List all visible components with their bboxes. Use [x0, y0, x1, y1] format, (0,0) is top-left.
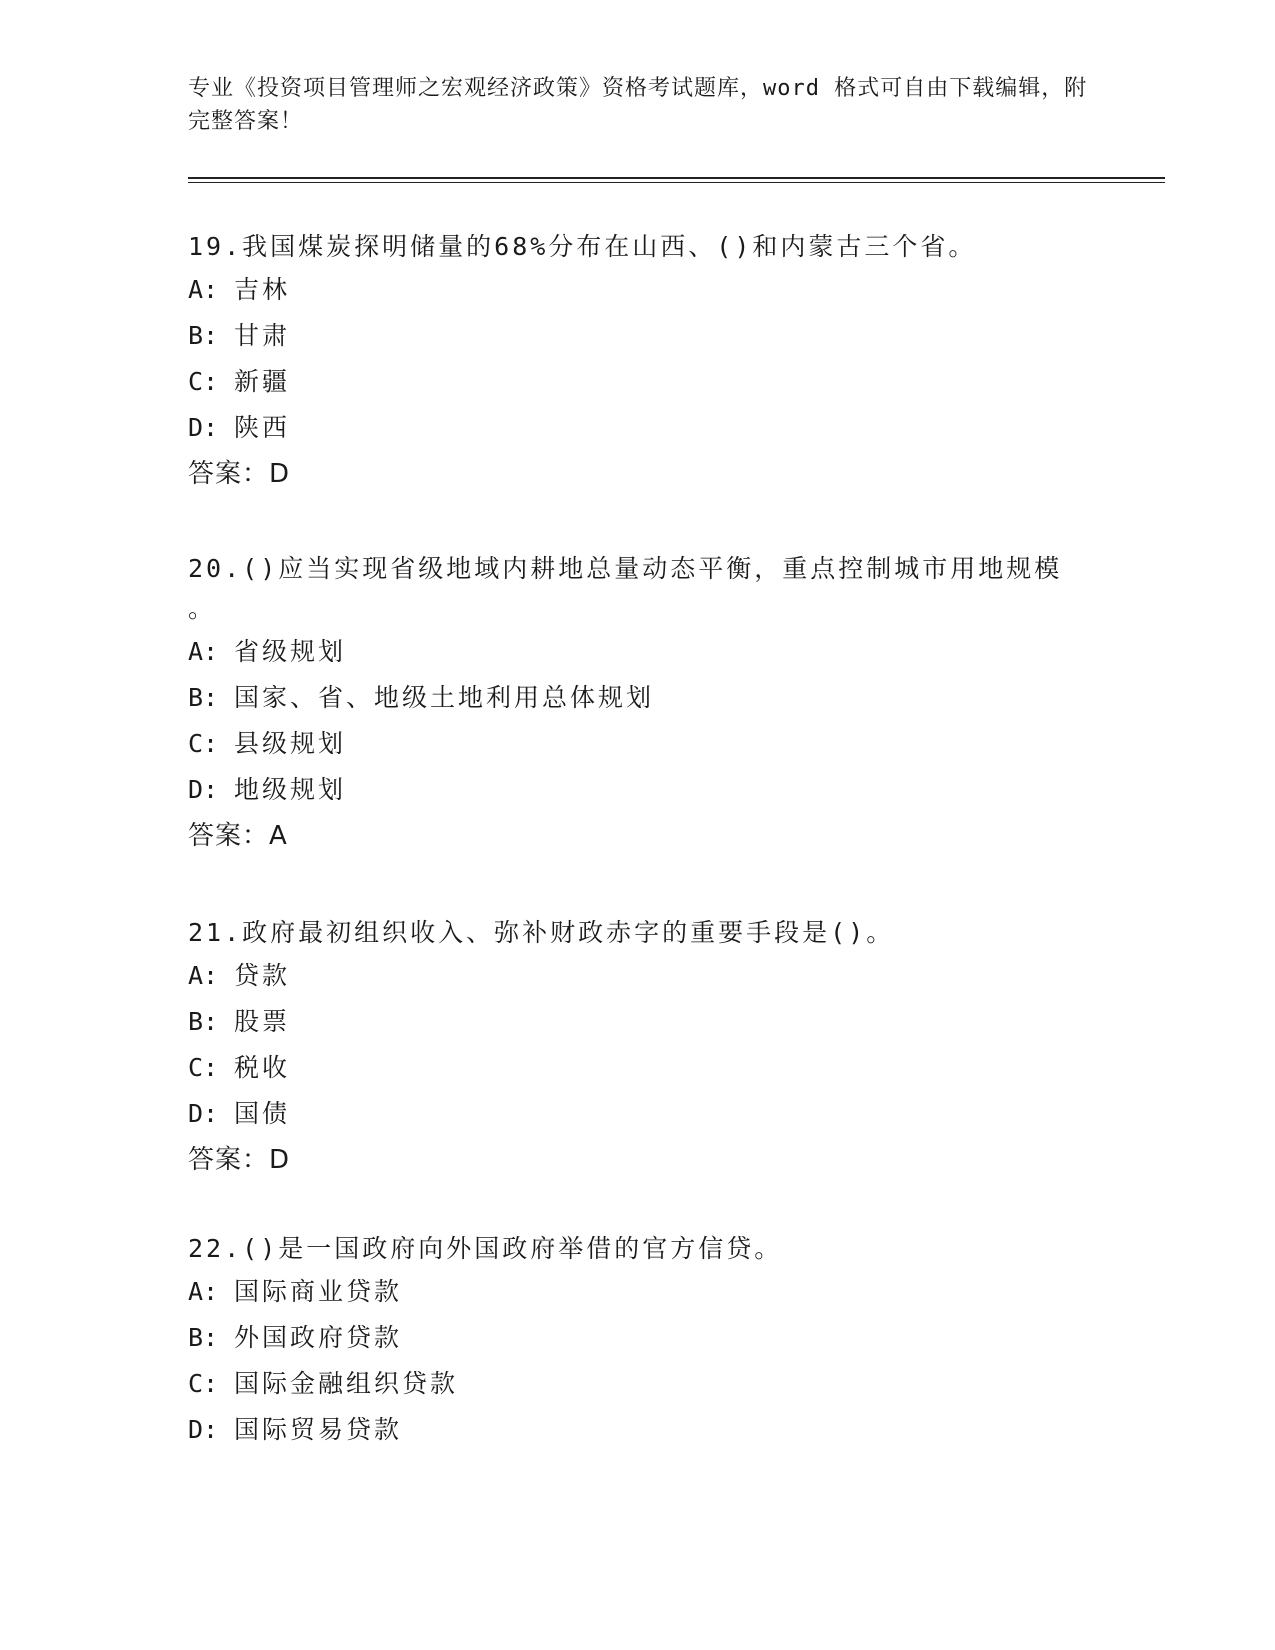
answer-label: 答案：D	[188, 459, 291, 489]
question-20	[188, 549, 1088, 859]
option-b: B: 外国政府贷款	[188, 1323, 403, 1352]
option-a: A: 省级规划	[188, 637, 347, 666]
option-a: A: 贷款	[188, 961, 291, 990]
question-stem: 20.()应当实现省级地域内耕地总量动态平衡，重点控制城市用地规模	[188, 554, 1063, 583]
option-b: B: 股票	[188, 1007, 291, 1036]
question-stem: 19.我国煤炭探明储量的68%分布在山西、()和内蒙古三个省。	[188, 232, 977, 261]
option-b: B: 国家、省、地级土地利用总体规划	[188, 683, 655, 712]
option-c: C: 税收	[188, 1053, 291, 1082]
option-a: A: 吉林	[188, 275, 291, 304]
answer-label: 答案：D	[188, 1145, 291, 1175]
question-19	[188, 227, 1088, 497]
option-d: D: 国债	[188, 1099, 291, 1128]
option-a: A: 国际商业贷款	[188, 1277, 403, 1306]
header-divider-thin	[188, 182, 1165, 183]
question-21	[188, 913, 1088, 1183]
question-stem: 22.()是一国政府向外国政府举借的官方信贷。	[188, 1234, 783, 1263]
option-c: C: 国际金融组织贷款	[188, 1369, 459, 1398]
answer-label: 答案：A	[188, 821, 288, 851]
question-stem-continuation: 。	[188, 594, 214, 623]
question-stem: 21.政府最初组织收入、弥补财政赤字的重要手段是()。	[188, 918, 895, 947]
document-header: 专业《投资项目管理师之宏观经济政策》资格考试题库，word 格式可自由下载编辑，附完整答案！	[188, 76, 1088, 134]
header-divider-thick	[188, 177, 1165, 179]
option-b: B: 甘肃	[188, 321, 291, 350]
option-d: D: 国际贸易贷款	[188, 1415, 403, 1444]
option-c: C: 新疆	[188, 367, 291, 396]
option-c: C: 县级规划	[188, 729, 347, 758]
option-d: D: 陕西	[188, 413, 291, 442]
option-d: D: 地级规划	[188, 775, 347, 804]
question-22	[188, 1229, 1088, 1453]
